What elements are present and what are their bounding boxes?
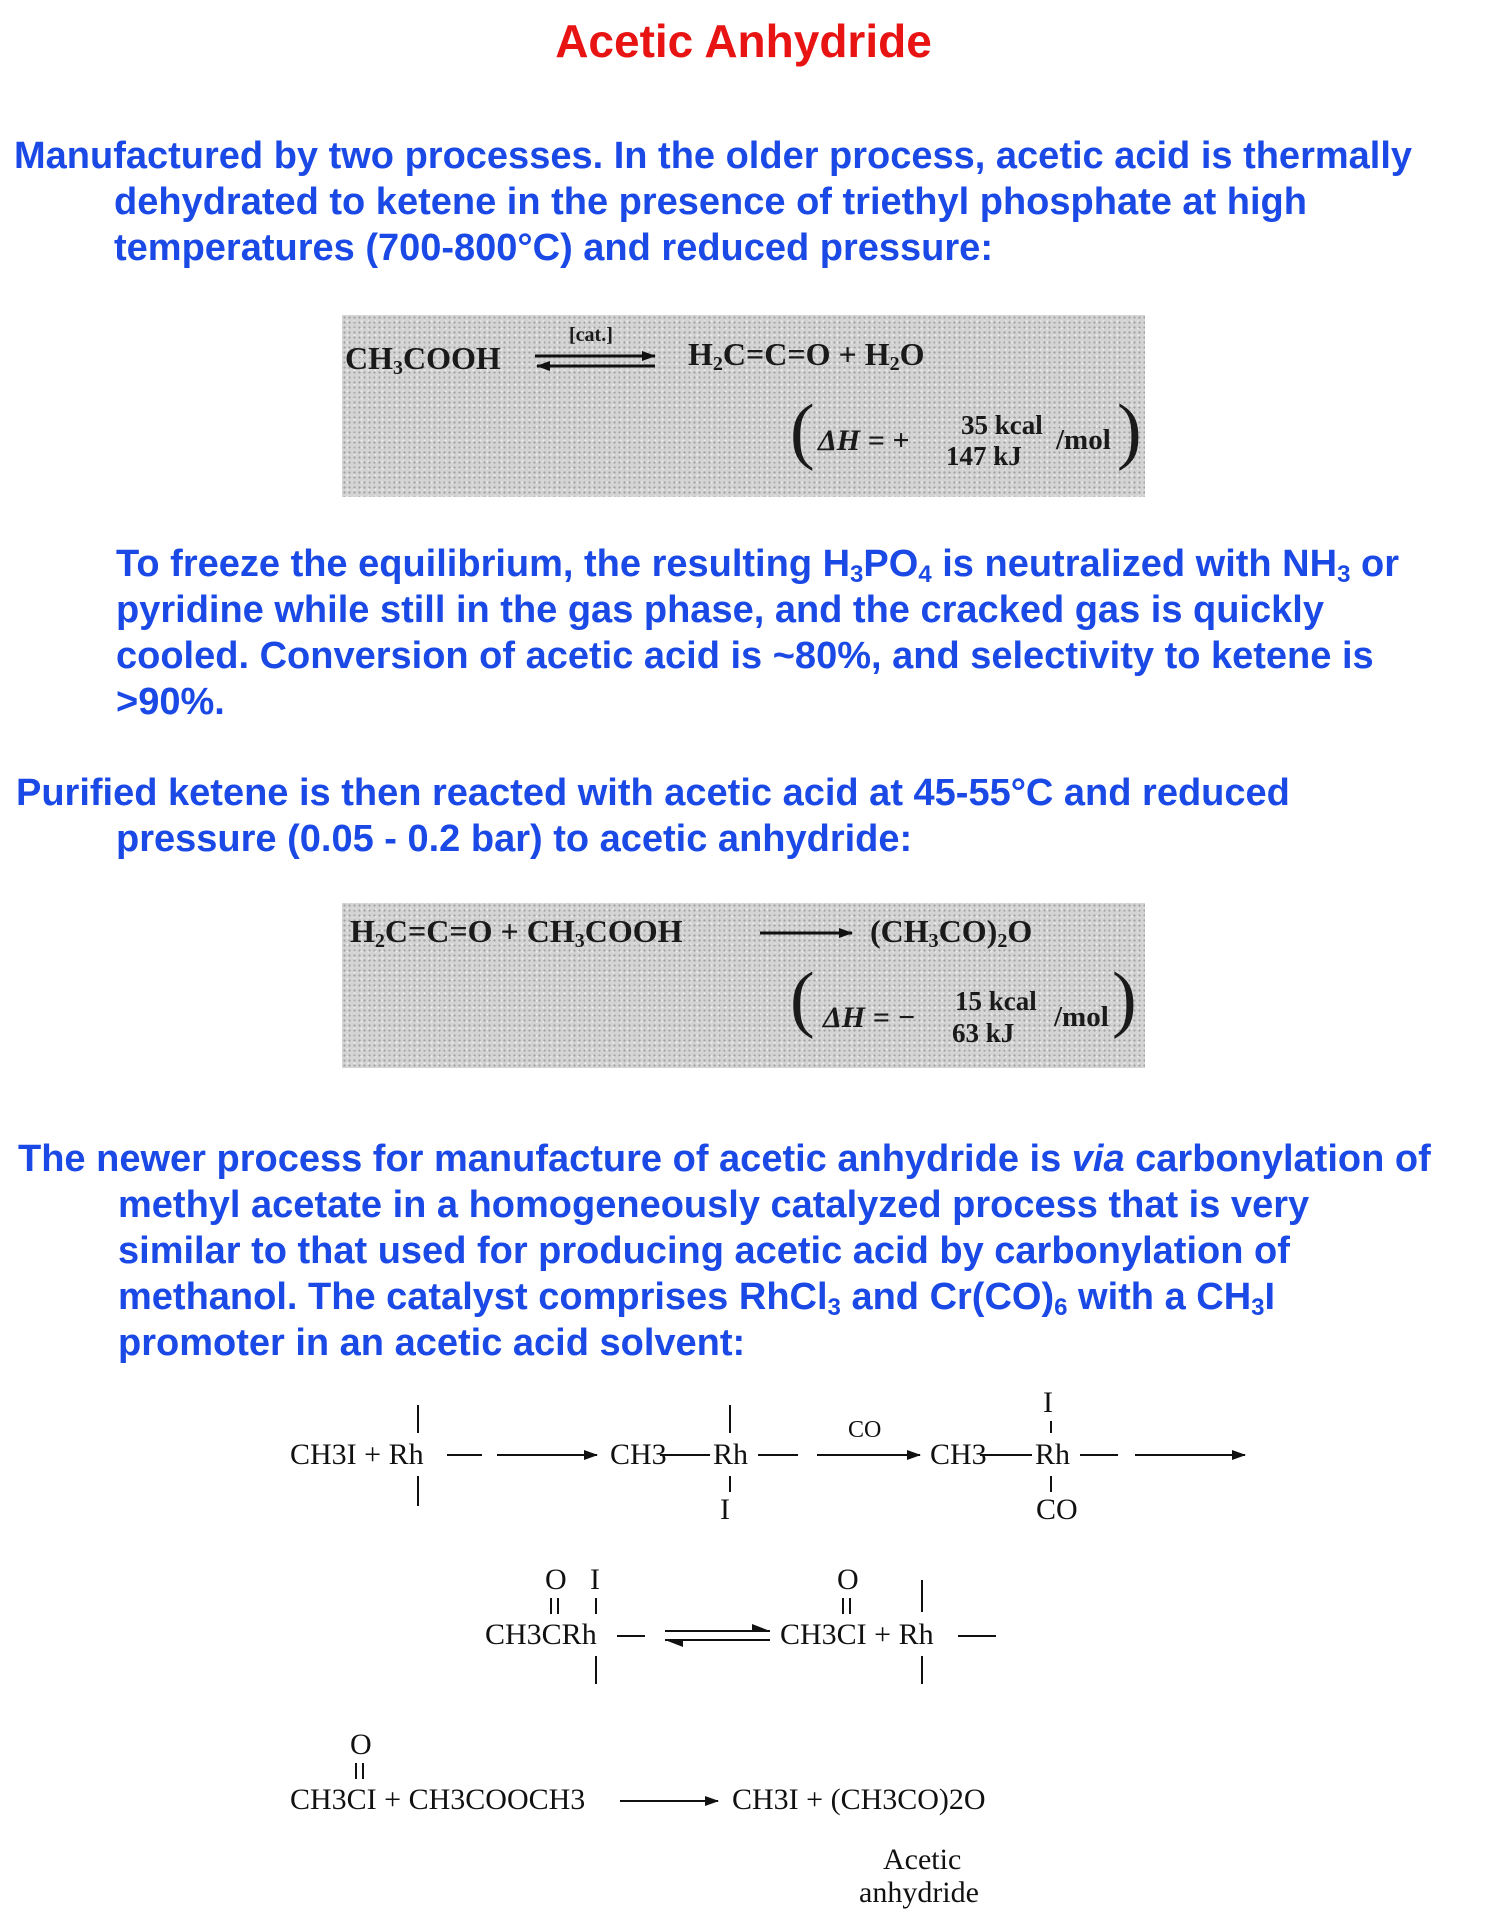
enthalpy-kcal: 35 kcal (961, 410, 1043, 440)
product-label-line2: anhydride (859, 1876, 979, 1909)
eq2-reactants-text: H (350, 913, 375, 949)
rh-bonds (660, 1405, 798, 1492)
eq2-product-text: O (1007, 913, 1033, 949)
paragraph-line: pressure (0.05 - 0.2 bar) to acetic anhydride: (116, 818, 913, 860)
mech-step6-oxygen: O (350, 1728, 372, 1761)
carbonyl-bond (356, 1763, 363, 1779)
text-run: methanol. The catalyst comprises RhCl (118, 1276, 828, 1318)
eq2-reactants-text: COOH (584, 913, 683, 949)
paragraph-line: >90%. (116, 681, 225, 723)
enthalpy-kj: 147 kJ (946, 441, 1022, 471)
mech-step4-iodide: I (590, 1563, 600, 1596)
eq1-reactant-text: CH (345, 340, 393, 376)
eq2-reactants-text: C=C=O + CH (384, 913, 575, 949)
left-parenthesis: ( (790, 390, 815, 472)
catalyst-label: [cat.] (569, 324, 613, 346)
text-run: To freeze the equilibrium, the resulting H (116, 543, 851, 585)
text-run: carbonylation of (1124, 1138, 1431, 1180)
text-run: or (1350, 543, 1399, 585)
paragraph-line: methyl acetate in a homogeneously catalyzed process that is very (118, 1184, 1310, 1226)
mech-step2-ch3: CH3 (610, 1438, 667, 1471)
mech-step1-reactants: CH3I + Rh (290, 1438, 424, 1471)
acyl-bonds (551, 1598, 645, 1684)
mech-step3-iodide: I (1043, 1386, 1053, 1419)
text-run: The newer process for manufacture of acetic anhydride is (18, 1138, 1072, 1180)
mech-step6-reactants: CH3CI + CH3COOCH3 (290, 1783, 586, 1816)
mech-step3-ch3: CH3 (930, 1438, 987, 1471)
paragraph-line: temperatures (700-800°C) and reduced pressure: (114, 227, 993, 269)
eq1-products-sub: 2 (889, 353, 900, 375)
mech-step4-formula: CH3CRh (485, 1618, 597, 1651)
enthalpy-kcal: 15 kcal (955, 986, 1037, 1016)
rh-bonds (980, 1421, 1118, 1492)
eq1-products-text: H (688, 336, 713, 372)
paragraph-line: similar to that used for producing acetic acid by carbonylation of (118, 1230, 1290, 1272)
equilibrium-arrow (535, 356, 655, 366)
mech-step5-formula: CH3CI + Rh (780, 1618, 934, 1651)
eq1-products-text: O (899, 336, 925, 372)
eq2-product-text: (CH (870, 913, 929, 949)
paragraph-line: cooled. Conversion of acetic acid is ~80%, and selectivity to ketene is (116, 635, 1374, 677)
product-label-line1: Acetic (883, 1843, 962, 1876)
subscript: 3 (1251, 1294, 1265, 1321)
text-run: is neutralized with NH (931, 543, 1338, 585)
rh-bonds (418, 1405, 482, 1506)
text-run: I (1264, 1276, 1276, 1318)
subscript: 4 (918, 561, 932, 588)
mech-co-label: CO (848, 1417, 882, 1443)
enthalpy-unit: /mol (1054, 1001, 1109, 1033)
page-title: Acetic Anhydride (555, 15, 932, 67)
text-run: PO (863, 543, 919, 585)
enthalpy-unit: /mol (1056, 424, 1111, 456)
subscript: 6 (1054, 1294, 1068, 1321)
enthalpy-prefix: ΔH = − (823, 1001, 916, 1034)
paragraph-line: Manufactured by two processes. In the older process, acetic acid is thermally (14, 135, 1413, 177)
eq1-products-sub: 2 (712, 353, 723, 375)
eq2-product-sub: 2 (997, 930, 1008, 952)
mech-step4-oxygen: O (545, 1563, 567, 1596)
right-parenthesis: ) (1112, 958, 1137, 1040)
subscript: 3 (850, 561, 864, 588)
paragraph-line: Purified ketene is then reacted with acetic acid at 45-55°C and reduced (16, 772, 1290, 814)
mech-step2-rh: Rh (713, 1438, 749, 1471)
mech-step3-co: CO (1036, 1493, 1078, 1526)
subscript: 3 (827, 1294, 841, 1321)
equilibrium-arrow (665, 1624, 770, 1647)
mech-step5-oxygen: O (837, 1563, 859, 1596)
mech-step3-rh: Rh (1035, 1438, 1071, 1471)
enthalpy-prefix: ΔH = + (818, 424, 910, 457)
eq1-reactant-text: COOH (403, 340, 501, 376)
left-parenthesis: ( (790, 958, 815, 1040)
eq1-products-text: C=C=O + H (722, 336, 890, 372)
eq2-reactants-sub: 2 (374, 930, 385, 952)
paragraph-line: promoter in an acetic acid solvent: (118, 1322, 746, 1364)
subscript: 3 (1337, 561, 1351, 588)
text-run: and Cr(CO) (840, 1276, 1055, 1318)
paragraph-line: pyridine while still in the gas phase, and the cracked gas is quickly (116, 589, 1324, 631)
right-parenthesis: ) (1117, 390, 1142, 472)
eq1-reactant-sub: 3 (393, 357, 403, 379)
mech-step6-products: CH3I + (CH3CO)2O (732, 1783, 986, 1816)
italic-text: via (1071, 1138, 1125, 1180)
acyl-bonds (843, 1580, 996, 1684)
eq2-reactants-sub: 3 (574, 930, 585, 952)
enthalpy-kj: 63 kJ (952, 1018, 1015, 1048)
eq2-product-text: CO) (938, 913, 998, 949)
paragraph-line: dehydrated to ketene in the presence of triethyl phosphate at high (114, 181, 1307, 223)
eq2-product-sub: 3 (928, 930, 939, 952)
text-run: with a CH (1067, 1276, 1252, 1318)
mech-step2-iodide: I (720, 1493, 730, 1526)
